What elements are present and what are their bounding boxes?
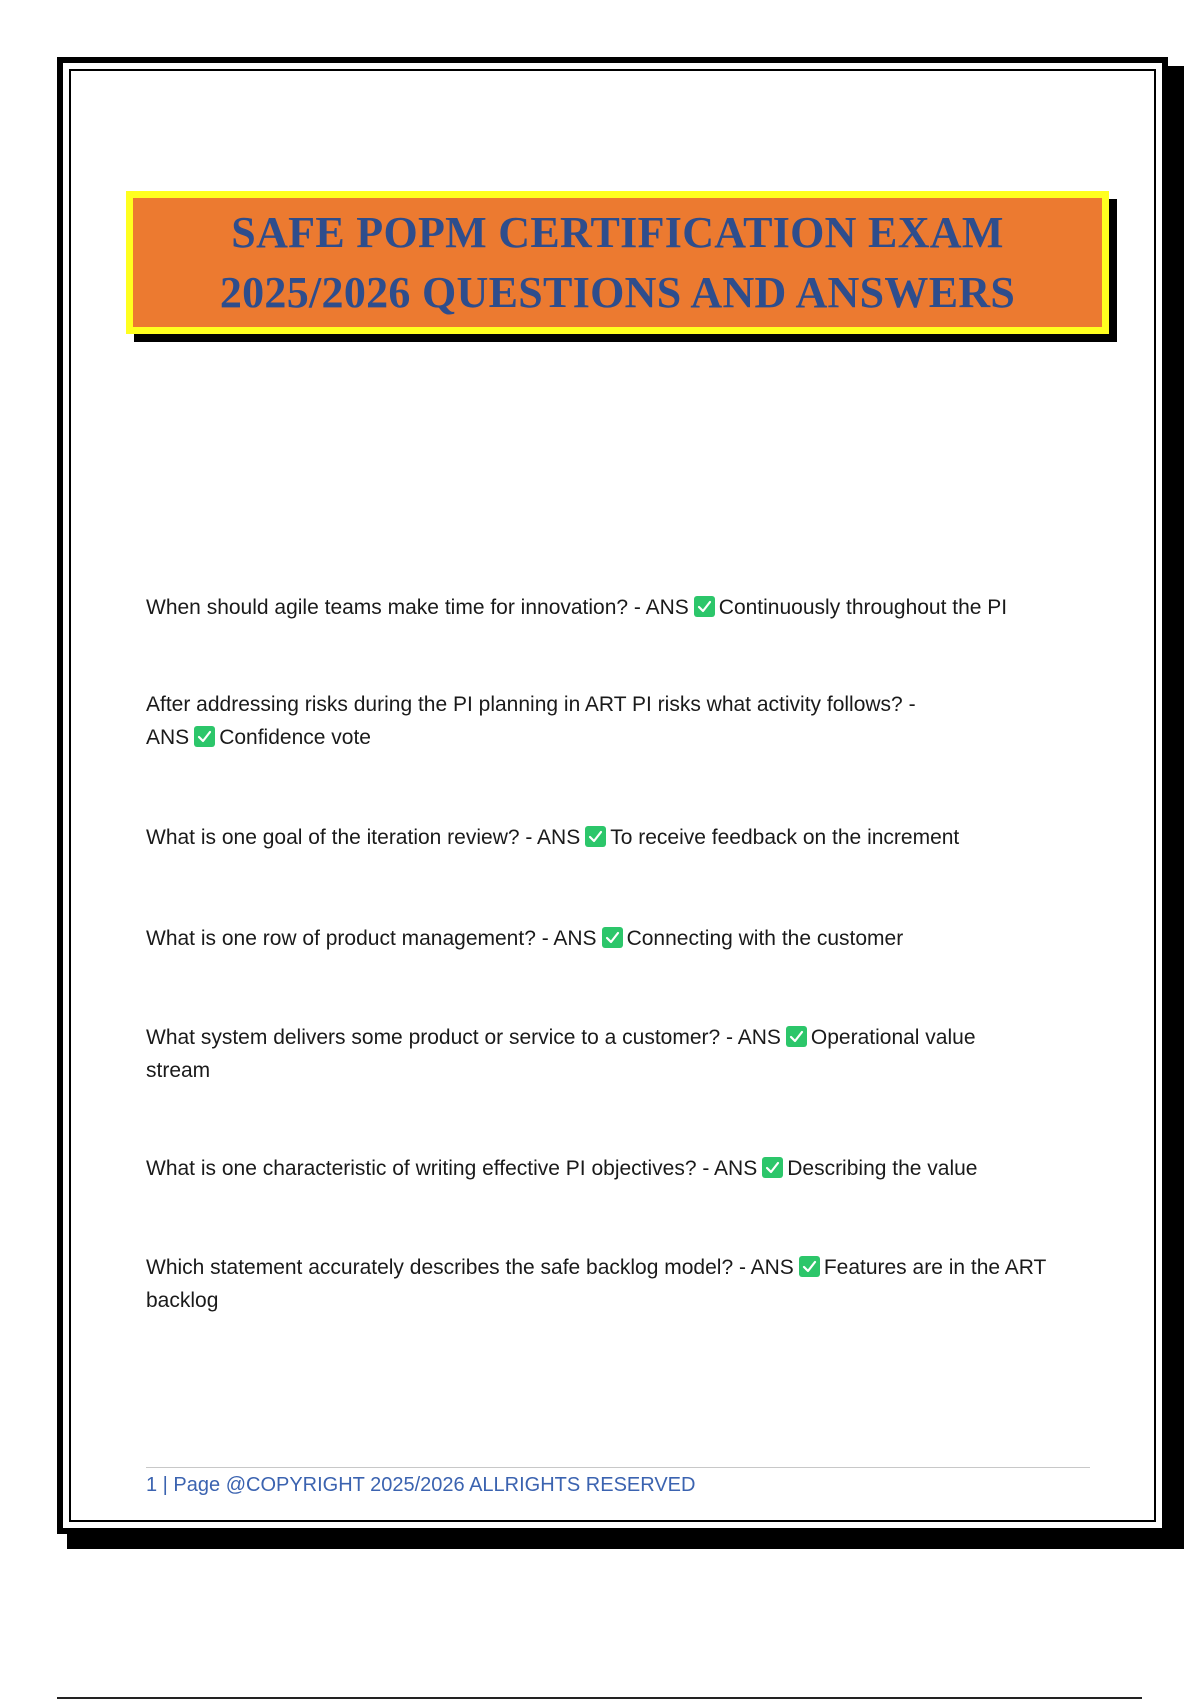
qa-item-6 — [146, 1152, 1096, 1185]
answer-text: Describing the value — [787, 1157, 978, 1180]
check-icon — [786, 1026, 807, 1047]
check-icon — [762, 1157, 783, 1178]
question-text: Which statement accurately describes the safe backlog model? - ANS — [146, 1256, 794, 1279]
qa-item-2 — [146, 688, 1096, 754]
answer-text: Operational value — [810, 1026, 976, 1049]
qa-item-4 — [146, 922, 1096, 955]
answer-text: To receive feedback on the increment — [610, 826, 960, 849]
title-line-2: 2025/2026 QUESTIONS AND ANSWERS — [219, 267, 1016, 317]
qa-item-5 — [146, 1021, 1096, 1087]
question-text: What system delivers some product or service to a customer? - ANS — [146, 1026, 781, 1049]
check-icon — [194, 726, 215, 747]
title-banner — [126, 191, 1109, 334]
answer-text: Connecting with the customer — [626, 927, 904, 950]
question-text-cont: ANS — [146, 726, 190, 749]
question-text: After addressing risks during the PI planning in ART PI risks what activity follows? - — [146, 693, 916, 716]
answer-text: Confidence vote — [219, 726, 371, 749]
qa-item-7 — [146, 1251, 1096, 1317]
answer-text: Features are in the ART — [823, 1256, 1047, 1279]
qa-item-3 — [146, 821, 1096, 854]
check-icon — [799, 1256, 820, 1277]
check-icon — [602, 927, 623, 948]
question-text: What is one row of product management? - ANS — [146, 927, 597, 950]
footer-divider — [146, 1467, 1090, 1468]
page-footer: 1 | Page @COPYRIGHT 2025/2026 ALLRIGHTS RESERVED — [146, 1474, 696, 1496]
check-icon — [694, 596, 715, 617]
question-text: What is one characteristic of writing effective PI objectives? - ANS — [146, 1157, 758, 1180]
question-text: When should agile teams make time for innovation? - ANS — [146, 596, 689, 619]
check-icon — [585, 826, 606, 847]
question-text: What is one goal of the iteration review? - ANS — [146, 826, 581, 849]
title-line-1: SAFE POPM CERTIFICATION EXAM — [231, 207, 1004, 257]
qa-item-1 — [146, 591, 1096, 624]
answer-text-cont: backlog — [146, 1289, 219, 1312]
bottom-divider — [57, 1697, 1142, 1699]
answer-text: Continuously throughout the PI — [718, 596, 1008, 619]
answer-text-cont: stream — [146, 1059, 211, 1082]
